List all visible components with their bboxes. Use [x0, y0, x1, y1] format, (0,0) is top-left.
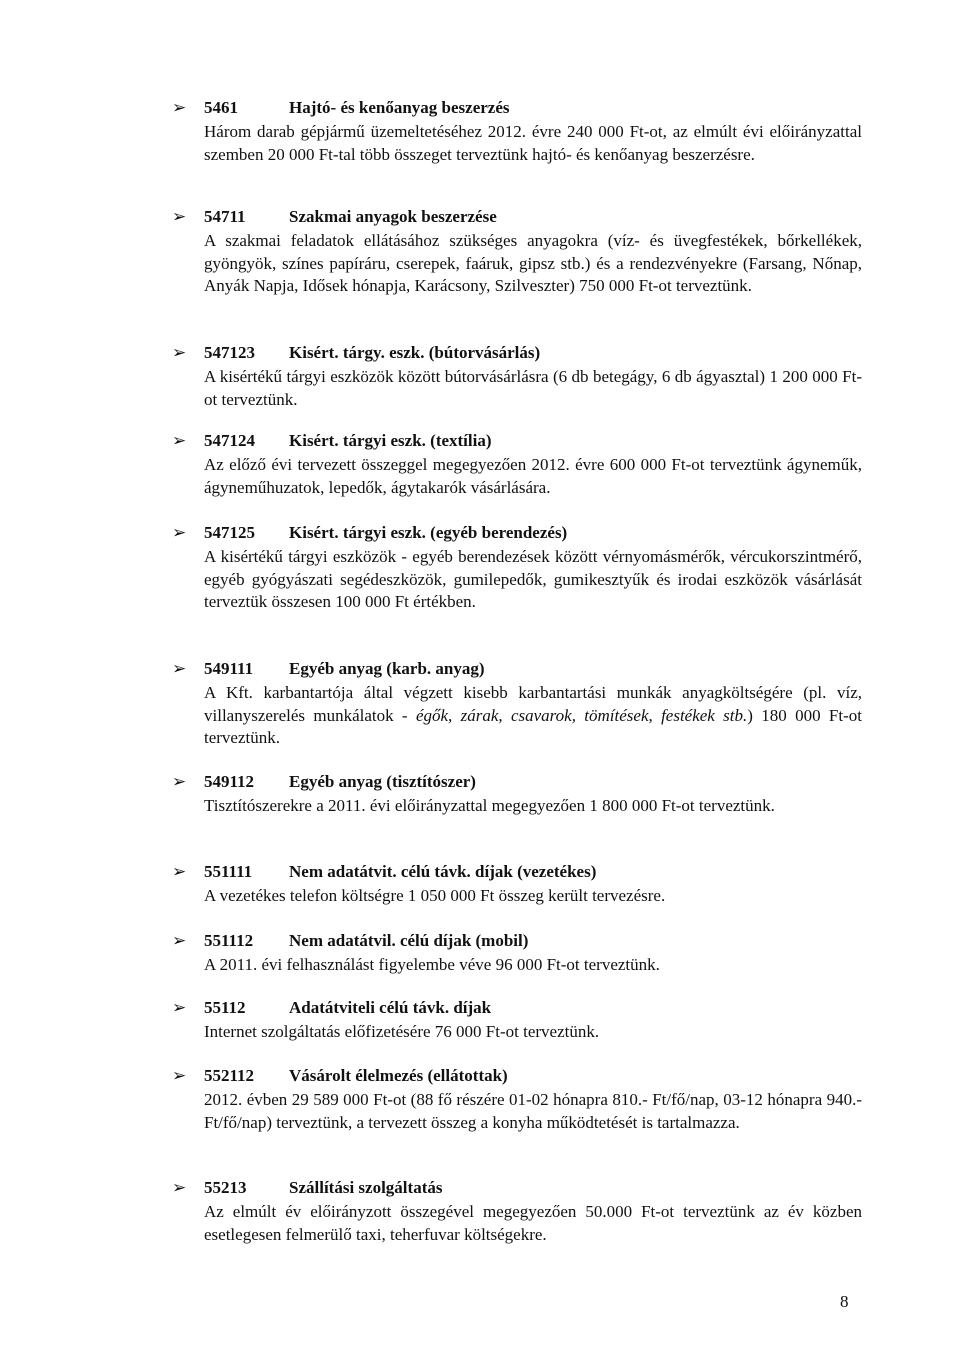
section-code: 551111: [204, 862, 253, 881]
section-code: 55213: [204, 1178, 247, 1197]
bullet-arrow-icon: ➢: [172, 343, 187, 362]
section-code: 55112: [204, 998, 246, 1017]
section-title: Szakmai anyagok beszerzése: [289, 207, 497, 226]
section-code: 551112: [204, 931, 254, 950]
section-code: 5461: [204, 98, 238, 117]
bullet-arrow-icon: ➢: [172, 862, 187, 881]
section-549111: [172, 656, 862, 750]
section-heading: [172, 656, 862, 682]
bullet-arrow-icon: ➢: [172, 98, 187, 117]
section-heading: [172, 1175, 862, 1201]
section-title: Nem adatátvil. célú díjak (mobil): [289, 931, 529, 950]
section-code: 552112: [204, 1066, 255, 1085]
bullet-arrow-icon: ➢: [172, 998, 187, 1017]
section-title: Kisért. tárgyi eszk. (egyéb berendezés): [289, 523, 568, 542]
bullet-arrow-icon: ➢: [172, 207, 187, 226]
section-text: 2012. évben 29 589 000 Ft-ot (88 fő részére 01-02 hónapra 810.- Ft/fő/nap, 03-12 hónapra 940.- Ft/fő/nap) terveztünk, a tervezett összeg a konyha működtetését is tartalmazza.: [204, 1090, 862, 1132]
bullet-arrow-icon: ➢: [172, 931, 187, 950]
section-code: 549112: [204, 772, 255, 791]
section-heading: [172, 928, 862, 954]
section-55112: [172, 995, 862, 1044]
text-part: A Kft. karbantartója által végzett kisebb karbantartási munkák anyagköltségére (pl. víz, villanyszerelés munkálatok -: [204, 683, 862, 725]
section-heading: [172, 520, 862, 546]
section-title: Egyéb anyag (tisztítószer): [289, 772, 476, 791]
section-code: 547123: [204, 343, 255, 362]
section-547124: [172, 428, 862, 499]
section-heading: [172, 340, 862, 366]
section-heading: [172, 1063, 862, 1089]
section-text: A 2011. évi felhasználást figyelembe véve 96 000 Ft-ot terveztünk.: [204, 955, 660, 974]
section-text: Az előző évi tervezett összeggel megegyezően 2012. évre 600 000 Ft-ot terveztünk ágyneműk, ágyneműhuzatok, lepedők, ágytakarók vásárlására.: [204, 455, 862, 497]
bullet-arrow-icon: ➢: [172, 659, 187, 678]
bullet-arrow-icon: ➢: [172, 772, 187, 791]
section-552112: [172, 1063, 862, 1134]
section-551111: [172, 859, 862, 908]
section-549112: [172, 769, 862, 818]
section-551112: [172, 928, 862, 977]
section-heading: [172, 769, 862, 795]
section-title: Vásárolt élelmezés (ellátottak): [289, 1066, 508, 1085]
section-title: Adatátviteli célú távk. díjak: [289, 998, 492, 1017]
section-heading: [172, 204, 862, 230]
section-text: A kisértékű tárgyi eszközök között bútorvásárlásra (6 db betegágy, 6 db ágyasztal) 1 200 000 Ft-ot terveztünk.: [204, 367, 862, 409]
section-text: A kisértékű tárgyi eszközök - egyéb berendezések között vérnyomásmérők, vércukorszintmérő, egyéb gyógyászati segédeszközök, gumilepedők, gumikesztyűk és irodai eszközök vásárlását terveztük összesen 100 000 Ft értékben.: [204, 547, 862, 612]
section-heading: [172, 428, 862, 454]
section-code: 54711: [204, 207, 246, 226]
section-title: Kisért. tárgy. eszk. (bútorvásárlás): [289, 343, 541, 362]
section-text: A vezetékes telefon költségre 1 050 000 Ft összeg került tervezésre.: [204, 886, 666, 905]
section-5461: [172, 95, 862, 166]
section-title: Nem adatátvit. célú távk. díjak (vezetékes): [289, 862, 597, 881]
bullet-arrow-icon: ➢: [172, 1178, 187, 1197]
section-text: Három darab gépjármű üzemeltetéséhez 2012. évre 240 000 Ft-ot, az elmúlt évi előirányzattal szemben 20 000 Ft-tal több összeget terveztünk hajtó- és kenőanyag beszerzésre.: [204, 122, 862, 164]
section-547123: [172, 340, 862, 411]
section-code: 547125: [204, 523, 255, 542]
section-heading: [172, 995, 862, 1021]
section-code: 549111: [204, 659, 254, 678]
section-title: Egyéb anyag (karb. anyag): [289, 659, 485, 678]
section-text: [204, 682, 862, 750]
section-title: Szállítási szolgáltatás: [289, 1178, 443, 1197]
section-54711: [172, 204, 862, 298]
section-text: Internet szolgáltatás előfizetésére 76 000 Ft-ot terveztünk.: [204, 1022, 600, 1041]
section-title: Hajtó- és kenőanyag beszerzés: [289, 98, 510, 117]
section-text: A szakmai feladatok ellátásához szükséges anyagokra (víz- és üvegfestékek, bőrkellékek, gyöngyök, színes papíráru, cserepek, faáruk, gipsz stb.) és a rendezvényekre (Farsang, Nőnap, Anyák Napja, Idősek hónapja, Karácsony, Szilveszter) 750 000 Ft-ot terveztünk.: [204, 231, 862, 296]
bullet-arrow-icon: ➢: [172, 431, 187, 450]
section-55213: [172, 1175, 862, 1246]
section-heading: [172, 95, 862, 121]
bullet-arrow-icon: ➢: [172, 523, 187, 542]
text-part: ) 180 000 Ft-ot terveztünk.: [204, 705, 862, 748]
section-text: Tisztítószerekre a 2011. évi előirányzattal megegyezően 1 800 000 Ft-ot terveztünk.: [204, 796, 775, 815]
page-number: 8: [840, 1292, 849, 1311]
section-code: 547124: [204, 431, 255, 450]
section-547125: [172, 520, 862, 614]
section-heading: [172, 859, 862, 885]
section-title: Kisért. tárgyi eszk. (textília): [289, 431, 492, 450]
italic-examples: égők, zárak, csavarok, tömítések, festékek stb.: [415, 705, 748, 725]
bullet-arrow-icon: ➢: [172, 1066, 187, 1085]
section-text: Az elmúlt év előirányzott összegével megegyezően 50.000 Ft-ot terveztünk az év közben esetlegesen felmerülő taxi, teherfuvar költségekre.: [204, 1202, 862, 1244]
